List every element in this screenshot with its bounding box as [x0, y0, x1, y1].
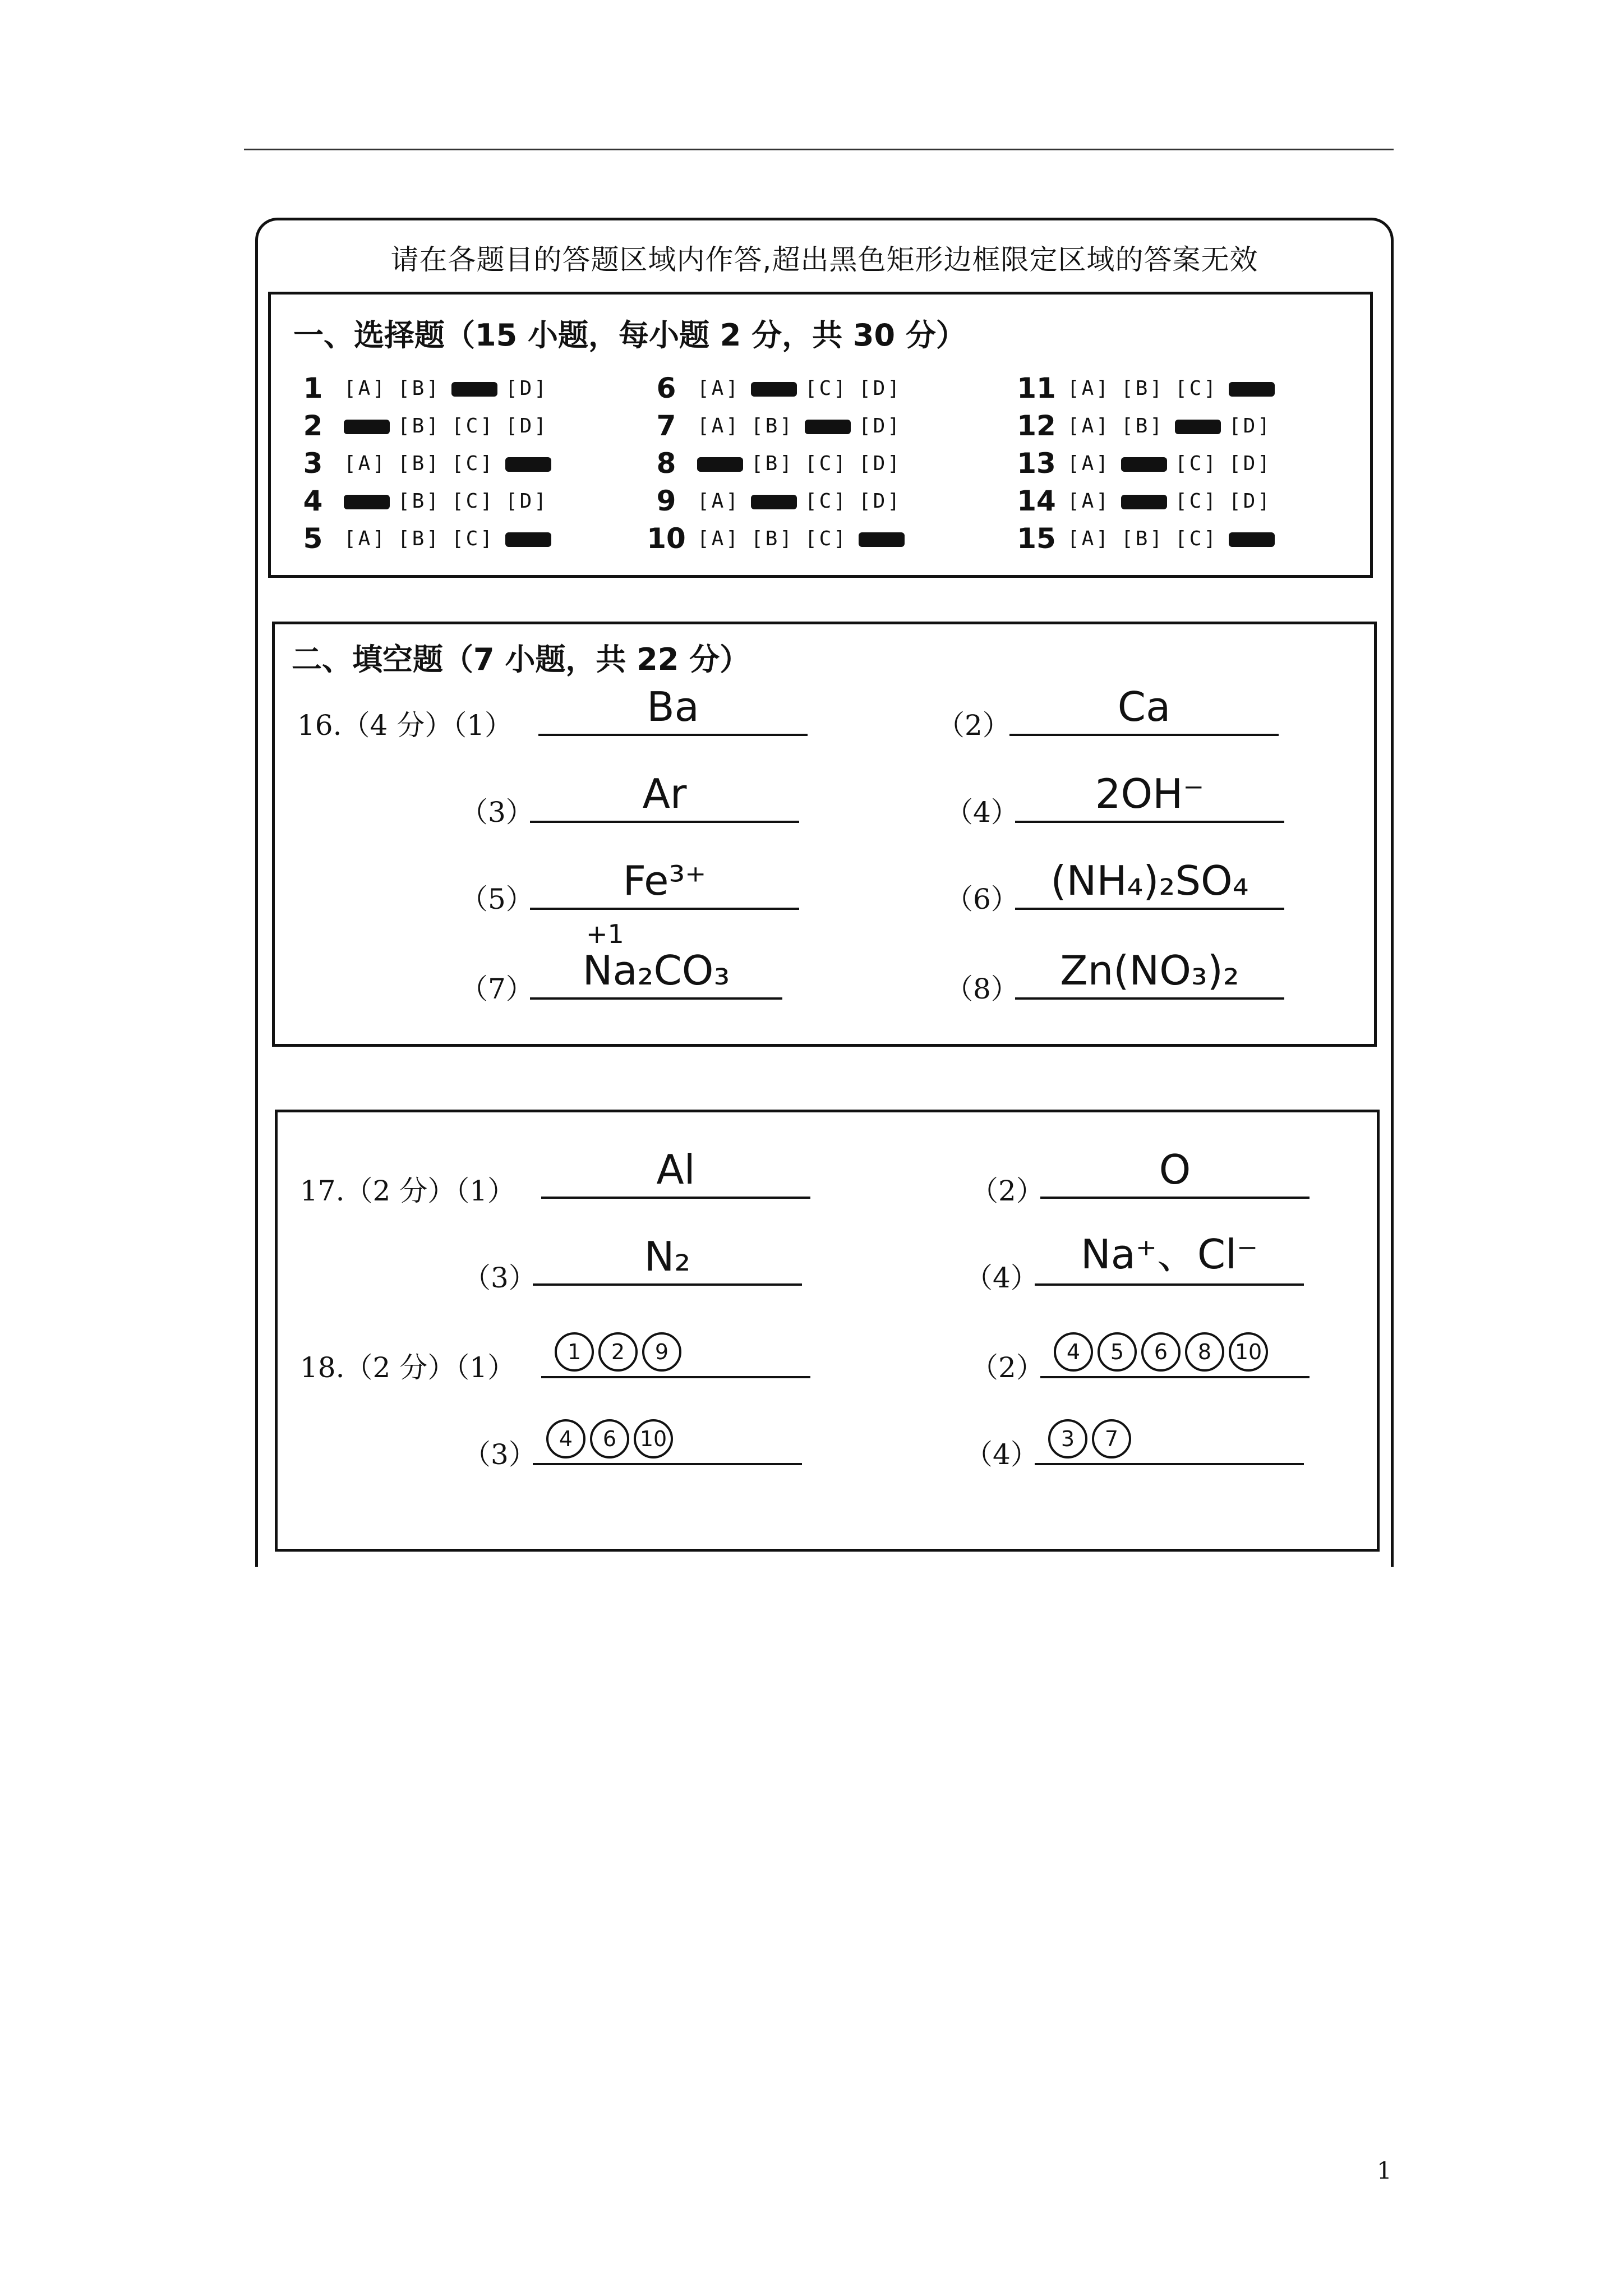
choice-option-b-filled[interactable]: [751, 490, 805, 513]
q16-answer-7: Na₂CO₃: [582, 947, 730, 994]
q16-blank-6[interactable]: [1015, 857, 1284, 910]
choice-option-c-filled[interactable]: [805, 415, 859, 438]
choice-option-a[interactable]: [1067, 452, 1121, 475]
q18-answer-1: [541, 1326, 810, 1373]
choice-option-d-filled[interactable]: [505, 527, 559, 550]
choice-option-label: [D]: [505, 414, 549, 438]
choice-option-b-filled[interactable]: [751, 377, 805, 400]
q16-blank-5[interactable]: [530, 857, 799, 910]
choice-question-number: 3: [303, 447, 323, 480]
q16-blank-2[interactable]: [1009, 683, 1279, 736]
choice-option-label: [D]: [859, 414, 902, 438]
choice-question-number: 9: [656, 485, 676, 517]
q18-answer-2: [1040, 1326, 1310, 1373]
q17-blank-3[interactable]: [533, 1233, 802, 1286]
choice-option-label: [C]: [1175, 527, 1219, 550]
choice-option-a[interactable]: [1067, 415, 1121, 438]
choice-option-label: [D]: [859, 489, 902, 513]
choice-option-label: [C]: [451, 527, 495, 550]
circled-number: 7: [1092, 1419, 1131, 1458]
circled-number: 6: [590, 1419, 629, 1458]
choice-option-a[interactable]: [344, 527, 398, 550]
q16-blank-3[interactable]: [530, 770, 799, 823]
choice-question-15: [1006, 521, 1283, 556]
choice-question-number: 12: [1017, 409, 1056, 442]
choice-question-12: [1006, 408, 1283, 444]
choice-option-d[interactable]: [505, 490, 559, 513]
choice-option-d[interactable]: [505, 377, 559, 400]
choice-question-11: [1006, 370, 1283, 406]
q17-answer-2: O: [1159, 1146, 1191, 1193]
choice-option-b-filled[interactable]: [1121, 452, 1175, 475]
choice-option-label: [B]: [1121, 376, 1165, 400]
choice-option-b[interactable]: [398, 490, 451, 513]
choice-option-label: [A]: [1067, 414, 1111, 438]
q16-blank-7[interactable]: [530, 947, 782, 1000]
q16-label-6: （6）: [945, 883, 1019, 915]
choice-option-label: [C]: [451, 414, 495, 438]
choice-option-label: [B]: [751, 452, 795, 475]
choice-option-a[interactable]: [697, 490, 751, 513]
choice-option-a[interactable]: [1067, 527, 1121, 550]
choice-option-label: [B]: [398, 376, 441, 400]
choice-option-d[interactable]: [859, 415, 912, 438]
choice-option-label: [B]: [751, 414, 795, 438]
choice-option-a-filled[interactable]: [344, 490, 398, 513]
q18-label-3: （3）: [463, 1438, 537, 1471]
choice-question-5: [282, 521, 559, 556]
choice-option-label: [A]: [697, 376, 741, 400]
q16-label-5: （5）: [460, 883, 534, 915]
q17-answer-3: N₂: [644, 1233, 691, 1280]
choice-option-a[interactable]: [697, 415, 751, 438]
choice-option-a[interactable]: [344, 377, 398, 400]
q17-answer-4: Na⁺、Cl⁻: [1080, 1231, 1258, 1278]
choice-option-label: [C]: [1175, 489, 1219, 513]
q17-answer-1: Al: [656, 1146, 695, 1193]
fill-section-b: [275, 1110, 1380, 1552]
choice-option-label: [A]: [1067, 489, 1111, 513]
choice-option-label: [B]: [398, 527, 441, 550]
q17-blank-1[interactable]: [541, 1146, 810, 1199]
circled-number: 10: [1229, 1332, 1268, 1372]
choice-option-label: [A]: [697, 414, 741, 438]
choice-option-a[interactable]: [1067, 377, 1121, 400]
choice-option-d[interactable]: [859, 377, 912, 400]
q16-answer-1: Ba: [647, 683, 699, 730]
choice-option-d[interactable]: [859, 452, 912, 475]
choice-option-b[interactable]: [398, 452, 451, 475]
q16-blank-4[interactable]: [1015, 770, 1284, 823]
circled-number: 8: [1185, 1332, 1224, 1372]
choice-option-label: [A]: [1067, 452, 1111, 475]
circled-number: 4: [1054, 1332, 1093, 1372]
choice-option-label: [C]: [451, 452, 495, 475]
choice-option-c[interactable]: [451, 415, 505, 438]
q17-label-4: （4）: [965, 1262, 1039, 1294]
choice-option-d[interactable]: [1229, 415, 1283, 438]
choice-option-c[interactable]: [451, 490, 505, 513]
q16-head: 16.（4 分）（1）: [297, 709, 513, 742]
choice-option-c[interactable]: [1175, 452, 1229, 475]
choice-option-b[interactable]: [398, 377, 451, 400]
q18-head: 18.（2 分）（1）: [300, 1351, 516, 1384]
circled-number: 4: [546, 1419, 585, 1458]
choice-option-label: [C]: [1175, 376, 1219, 400]
choice-option-a[interactable]: [1067, 490, 1121, 513]
choice-question-7: [635, 408, 912, 444]
q18-label-4: （4）: [965, 1438, 1039, 1471]
choice-option-label: [B]: [751, 527, 795, 550]
choice-option-c[interactable]: [451, 452, 505, 475]
choice-option-label: [B]: [398, 489, 441, 513]
q18-blank-2[interactable]: [1040, 1331, 1310, 1378]
circled-number: 1: [555, 1332, 594, 1372]
q17-label-2: （2）: [970, 1175, 1044, 1207]
circled-number: 6: [1141, 1332, 1181, 1372]
choice-question-4: [282, 483, 559, 519]
choice-question-number: 13: [1017, 447, 1056, 480]
choice-option-b[interactable]: [1121, 527, 1175, 550]
choice-option-label: [D]: [505, 489, 549, 513]
choice-section-title: 一、选择题（15 小题，每小题 2 分，共 30 分）: [293, 318, 966, 353]
choice-option-label: [D]: [505, 376, 549, 400]
q17-blank-2[interactable]: [1040, 1146, 1310, 1199]
choice-question-6: [635, 370, 912, 406]
choice-option-a[interactable]: [697, 527, 751, 550]
choice-option-d-filled[interactable]: [1229, 527, 1283, 550]
choice-option-c[interactable]: [1175, 527, 1229, 550]
choice-option-label: [C]: [1175, 452, 1219, 475]
q16-answer-6: (NH₄)₂SO₄: [1050, 857, 1249, 904]
choice-option-label: [C]: [805, 489, 849, 513]
choice-option-label: [A]: [697, 527, 741, 550]
choice-option-b[interactable]: [398, 527, 451, 550]
choice-option-label: [A]: [344, 376, 388, 400]
q16-answer-4: 2OH⁻: [1095, 770, 1205, 817]
choice-option-c[interactable]: [805, 490, 859, 513]
choice-option-label: [A]: [697, 489, 741, 513]
q16-blank-8[interactable]: [1015, 947, 1284, 1000]
choice-option-d[interactable]: [859, 490, 912, 513]
page-number: 1: [1377, 2157, 1392, 2184]
choice-option-b[interactable]: [751, 452, 805, 475]
choice-question-13: [1006, 445, 1283, 481]
choice-question-number: 2: [303, 409, 323, 442]
choice-option-label: [A]: [1067, 376, 1111, 400]
choice-option-b[interactable]: [1121, 415, 1175, 438]
choice-option-label: [B]: [398, 414, 441, 438]
q16-label-8: （8）: [945, 973, 1019, 1005]
choice-question-number: 11: [1017, 372, 1056, 404]
q18-blank-4[interactable]: [1035, 1418, 1304, 1465]
q18-blank-3[interactable]: [533, 1418, 802, 1465]
choice-option-label: [C]: [805, 527, 849, 550]
choice-option-c[interactable]: [1175, 377, 1229, 400]
choice-option-label: [D]: [859, 452, 902, 475]
choice-option-label: [C]: [451, 489, 495, 513]
choice-option-c[interactable]: [805, 377, 859, 400]
choice-option-label: [D]: [1229, 452, 1272, 475]
choice-option-d[interactable]: [1229, 452, 1283, 475]
choice-option-c[interactable]: [805, 527, 859, 550]
choice-question-number: 7: [656, 409, 676, 442]
choice-option-label: [C]: [805, 452, 849, 475]
choice-option-c-filled[interactable]: [451, 377, 505, 400]
choice-question-9: [635, 483, 912, 519]
choice-question-2: [282, 408, 559, 444]
q17-head: 17.（2 分）（1）: [300, 1175, 516, 1207]
choice-option-label: [B]: [1121, 527, 1165, 550]
q18-answer-3: [533, 1412, 802, 1460]
choice-option-label: [D]: [1229, 489, 1272, 513]
choice-option-c-filled[interactable]: [1175, 415, 1229, 438]
choice-section: [268, 292, 1373, 578]
choice-option-a-filled[interactable]: [344, 415, 398, 438]
choice-option-b[interactable]: [398, 415, 451, 438]
choice-option-d[interactable]: [1229, 490, 1283, 513]
circled-number: 2: [598, 1332, 638, 1372]
choice-question-8: [635, 445, 912, 481]
choice-option-label: [A]: [344, 452, 388, 475]
choice-option-b[interactable]: [1121, 377, 1175, 400]
choice-question-number: 5: [303, 522, 323, 555]
choice-option-b[interactable]: [751, 415, 805, 438]
fill-section-title: 二、填空题（7 小题，共 22 分）: [292, 642, 750, 677]
circled-number: 9: [642, 1332, 681, 1372]
choice-option-c[interactable]: [805, 452, 859, 475]
choice-option-a[interactable]: [344, 452, 398, 475]
choice-question-number: 14: [1017, 485, 1056, 517]
choice-option-d-filled[interactable]: [505, 452, 559, 475]
choice-option-d-filled[interactable]: [1229, 377, 1283, 400]
choice-option-c[interactable]: [1175, 490, 1229, 513]
q16-answer-8: Zn(NO₃)₂: [1060, 947, 1239, 994]
choice-option-label: [A]: [344, 527, 388, 550]
q16-blank-1[interactable]: [538, 683, 808, 736]
circled-number: 5: [1098, 1332, 1137, 1372]
q18-answer-4: [1035, 1412, 1304, 1460]
choice-option-a-filled[interactable]: [697, 452, 751, 475]
choice-option-b-filled[interactable]: [1121, 490, 1175, 513]
choice-question-number: 6: [656, 372, 676, 404]
choice-question-3: [282, 445, 559, 481]
choice-question-number: 1: [303, 372, 323, 404]
q16-label-2: （2）: [937, 709, 1011, 742]
sheet-notice: 请在各题目的答题区域内作答,超出黑色矩形边框限定区域的答案无效: [390, 243, 1258, 276]
choice-option-label: [B]: [398, 452, 441, 475]
choice-question-number: 8: [656, 447, 676, 480]
q16-answer-5: Fe³⁺: [623, 857, 707, 904]
choice-question-10: [635, 521, 912, 556]
choice-option-d[interactable]: [505, 415, 559, 438]
q18-label-2: （2）: [970, 1351, 1044, 1384]
choice-option-label: [C]: [805, 376, 849, 400]
choice-option-label: [D]: [1229, 414, 1272, 438]
fill-section-a: [272, 622, 1377, 1047]
circled-number: 3: [1048, 1419, 1087, 1458]
choice-option-d-filled[interactable]: [859, 527, 912, 550]
header-rule: [244, 149, 1394, 150]
choice-question-number: 15: [1017, 522, 1056, 555]
q17-label-3: （3）: [463, 1262, 537, 1294]
choice-option-label: [D]: [859, 376, 902, 400]
choice-option-a[interactable]: [697, 377, 751, 400]
q17-blank-4[interactable]: [1035, 1231, 1304, 1286]
q16-note-valence: +1: [586, 919, 624, 949]
choice-option-c[interactable]: [451, 527, 505, 550]
choice-option-label: [B]: [1121, 414, 1165, 438]
q18-blank-1[interactable]: [541, 1331, 810, 1378]
q16-label-3: （3）: [460, 796, 534, 829]
q16-label-4: （4）: [945, 796, 1019, 829]
choice-option-label: [A]: [1067, 527, 1111, 550]
q16-label-7: （7）: [460, 973, 534, 1005]
choice-option-b[interactable]: [751, 527, 805, 550]
choice-question-number: 10: [647, 522, 686, 555]
q16-answer-2: Ca: [1117, 683, 1171, 730]
choice-question-number: 4: [303, 485, 323, 517]
choice-question-14: [1006, 483, 1283, 519]
choice-question-1: [282, 370, 559, 406]
q16-answer-3: Ar: [642, 770, 687, 817]
circled-number: 10: [634, 1419, 673, 1458]
